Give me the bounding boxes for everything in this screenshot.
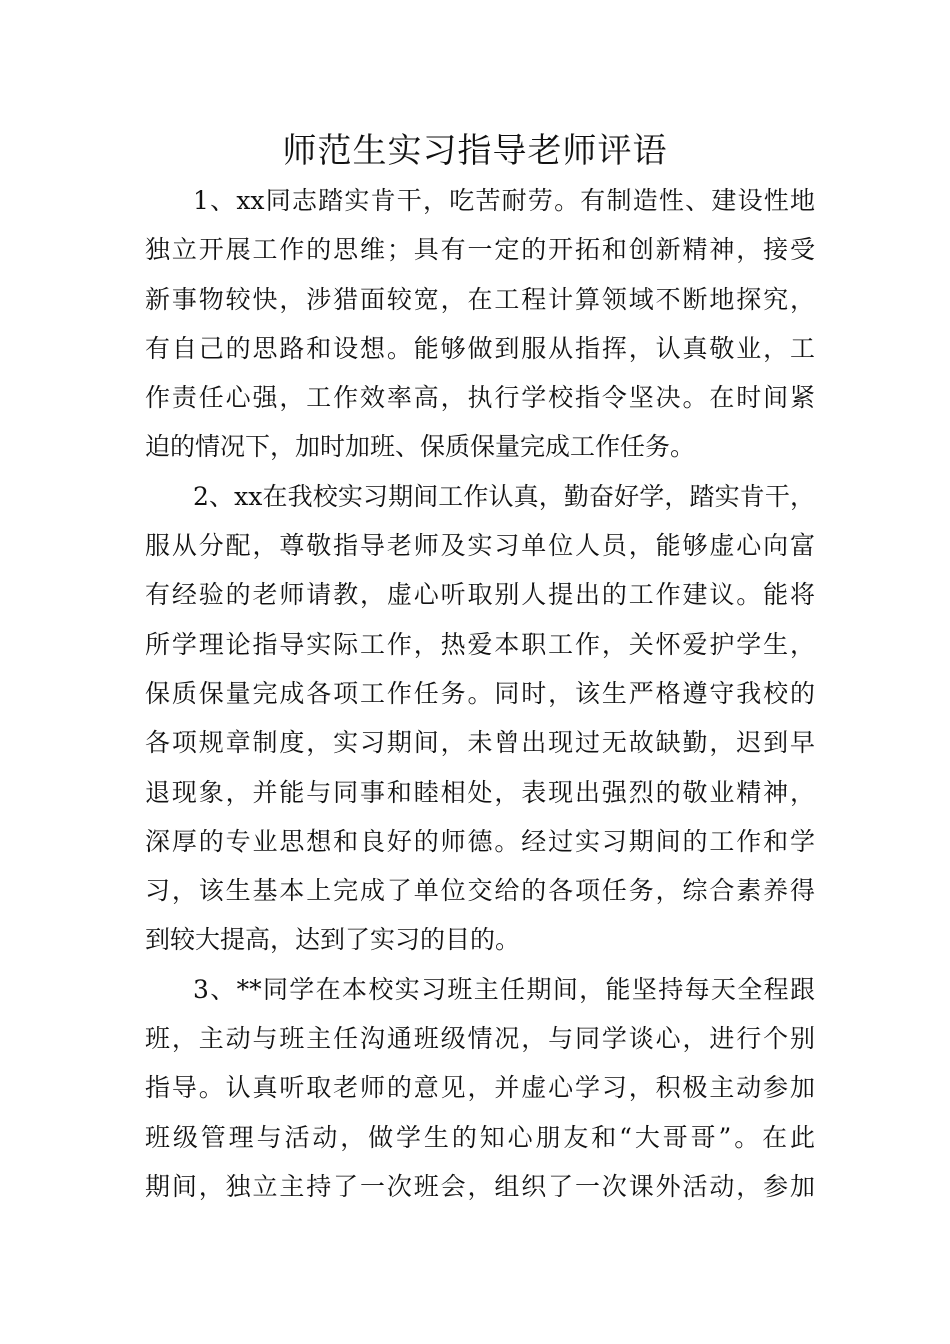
paragraph-line: 迫的情况下，加时加班、保质保量完成工作任务。 [145, 432, 696, 462]
document-title: 师范生实习指导老师评语 [282, 131, 668, 171]
paragraph-line: 所学理论指导实际工作，热爱本职工作，关怀爱护学生， [145, 629, 815, 659]
paragraph-line: 退现象，并能与同事和睦相处，表现出强烈的敬业精神， [145, 777, 815, 807]
paragraph-line: 习，该生基本上完成了单位交给的各项任务，综合素养得 [145, 876, 815, 906]
paragraph-line: 新事物较快，涉猎面较宽，在工程计算领域不断地探究， [145, 284, 815, 314]
paragraph-line: 1、xx同志踏实肯干，吃苦耐劳。有制造性、建设性地 [193, 186, 815, 215]
paragraph-line: 到较大提高，达到了实习的目的。 [145, 925, 521, 955]
paragraph-line: 2、xx在我校实习期间工作认真，勤奋好学，踏实肯干， [193, 481, 815, 511]
paragraph-3 [145, 965, 815, 1211]
paragraph-line: 班级管理与活动，做学生的知心朋友和“大哥哥”。在此 [145, 1122, 815, 1152]
paragraph-line: 深厚的专业思想和良好的师德。经过实习期间的工作和学 [145, 826, 815, 856]
document-body [145, 176, 815, 1211]
paragraph-line: 服从分配，尊敬指导老师及实习单位人员，能够虚心向富 [145, 531, 815, 561]
paragraph-line: 各项规章制度，实习期间，未曾出现过无故缺勤，迟到早 [145, 728, 815, 758]
paragraph-2 [145, 472, 815, 965]
paragraph-line: 期间，独立主持了一次班会，组织了一次课外活动，参加 [145, 1171, 815, 1201]
paragraph-line: 指导。认真听取老师的意见，并虚心学习，积极主动参加 [145, 1073, 815, 1103]
paragraph-line: 保质保量完成各项工作任务。同时，该生严格遵守我校的 [145, 678, 815, 708]
paragraph-line: 3、**同学在本校实习班主任期间，能坚持每天全程跟 [193, 974, 815, 1004]
paragraph-line: 有自己的思路和设想。能够做到服从指挥，认真敬业，工 [145, 333, 815, 363]
paragraph-line: 独立开展工作的思维；具有一定的开拓和创新精神，接受 [145, 235, 815, 265]
paragraph-line: 作责任心强，工作效率高，执行学校指令坚决。在时间紧 [145, 383, 815, 413]
paragraph-line: 班，主动与班主任沟通班级情况，与同学谈心，进行个别 [145, 1024, 815, 1054]
paragraph-line: 有经验的老师请教，虚心听取别人提出的工作建议。能将 [145, 580, 815, 610]
paragraph-1 [145, 176, 815, 472]
